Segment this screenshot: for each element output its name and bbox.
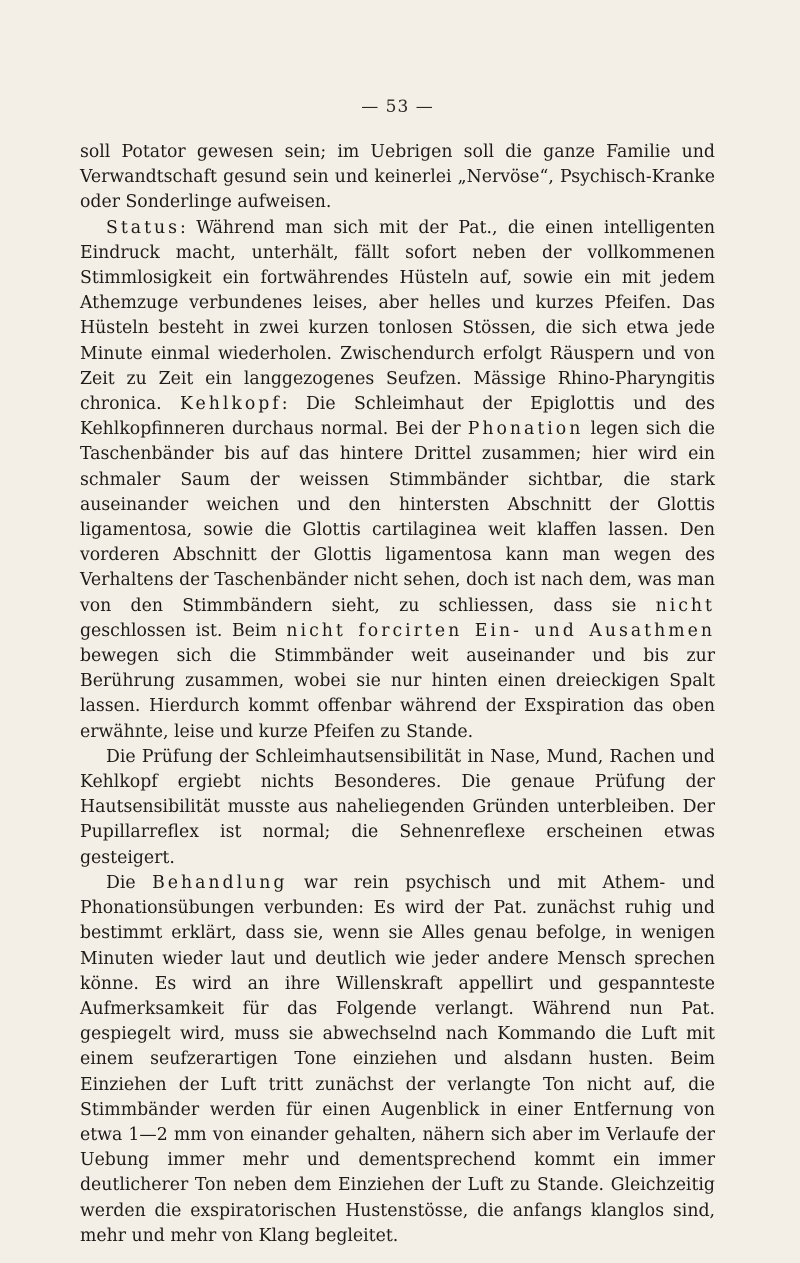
paragraph [80, 216, 715, 745]
text-segment: geschlossen ist. Beim [80, 620, 287, 641]
text-segment: : Während man sich mit der Pat., die einen intelligenten Eindruck macht, unterhält, fällt sofort neben der vollkommenen Stimmlosigkeit ein fortwährendes Hüsteln auf, sowie ein mit jedem Athemzuge verbundenes leises, aber helles und kurzes Pfeifen. Das Hüsteln besteht in zwei kurzen tonlosen Stössen, die sich etwa jede Minute einmal wiederholen. Zwischendurch erfolgt Räuspern und von Zeit zu Zeit ein langgezogenes Seufzen. Mässige Rhino-Pharyngitis chronica. [80, 217, 715, 415]
spaced-emphasis-text: Kehlkopf [180, 394, 282, 415]
spaced-emphasis-text: Behandlung [152, 872, 288, 893]
paragraph [80, 871, 715, 1249]
text-segment: legen sich die Taschenbänder bis auf das hintere Drittel zusammen; hier wird ein schmaler Saum der weissen Stimmbänder sichtbar, die stark auseinander weichen und den hintersten Abschnitt der Glottis ligamentosa, sowie die Glottis cartilaginea weit klaffen lassen. Den vorderen Abschnitt der Glottis ligamentosa kann man wegen des Verhaltens der Taschenbänder nicht sehen, doch ist nach dem, was man von den Stimmbändern sieht, zu schliessen, dass sie [80, 419, 715, 616]
body-text [80, 140, 715, 1249]
text-segment: : Die Schleimhaut der Epiglottis und des Kehlkopfinneren durchaus normal. Bei der [80, 394, 715, 440]
spaced-emphasis-text: Phonation [467, 419, 584, 440]
page-number: — 53 — [361, 97, 434, 117]
book-page [80, 0, 715, 1263]
paragraph [80, 140, 715, 216]
text-segment: soll Potator gewesen sein; im Uebrigen soll die ganze Familie und Verwandtschaft gesund sein und keinerlei „Nervöse“, Psychisch-Kranke oder Sonderlinge aufweisen. [80, 142, 715, 213]
text-segment: Die Prüfung der Schleimhautsensibilität in Nase, Mund, Rachen und Kehlkopf ergiebt nichts Besonderes. Die genaue Prüfung der Hautsensibilität musste aus naheliegenden Gründen unterbleiben. Der Pupillarreflex ist normal; die Sehnenreflexe erscheinen etwas gesteigert. [80, 746, 715, 868]
spaced-emphasis-text: Status [106, 217, 181, 238]
paragraph [80, 745, 715, 871]
text-segment: Die [106, 872, 153, 893]
spaced-emphasis-text: nicht forcirten Ein- und Ausathmen [286, 620, 715, 641]
text-segment: war rein psychisch und mit Athem- und Phonationsübungen verbunden: Es wird der Pat. zunächst ruhig und bestimmt erklärt, dass sie, wenn sie Alles genau befolge, in wenigen Minuten wieder laut und deutlich wie jeder andere Mensch sprechen könne. Es wird an ihre Willenskraft appellirt und gespannteste Aufmerksamkeit für das Folgende verlangt. Während nun Pat. gespiegelt wird, muss sie abwechselnd nach Kommando die Luft mit einem seufzerartigen Tone einziehen und alsdann husten. Beim Einziehen der Luft tritt zunächst der verlangte Ton nicht auf, die Stimmbänder werden für einen Augenblick in einer Entfernung von etwa 1—2 mm von einander gehalten, nähern sich aber im Verlaufe der Uebung immer mehr und dementsprechend kommt ein immer deutlicherer Ton neben dem Einziehen der Luft zu Stande. Gleichzeitig werden die exspiratorischen Hustenstösse, die anfangs klanglos sind, mehr und mehr von Klang begleitet. [80, 872, 715, 1246]
text-segment: bewegen sich die Stimmbänder weit auseinander und bis zur Berührung zusammen, wobei sie nur hinten einen dreieckigen Spalt lassen. Hierdurch kommt offenbar während der Exspiration das oben erwähnte, leise und kurze Pfeifen zu Stande. [80, 646, 715, 742]
spaced-emphasis-text: nicht [655, 595, 715, 616]
